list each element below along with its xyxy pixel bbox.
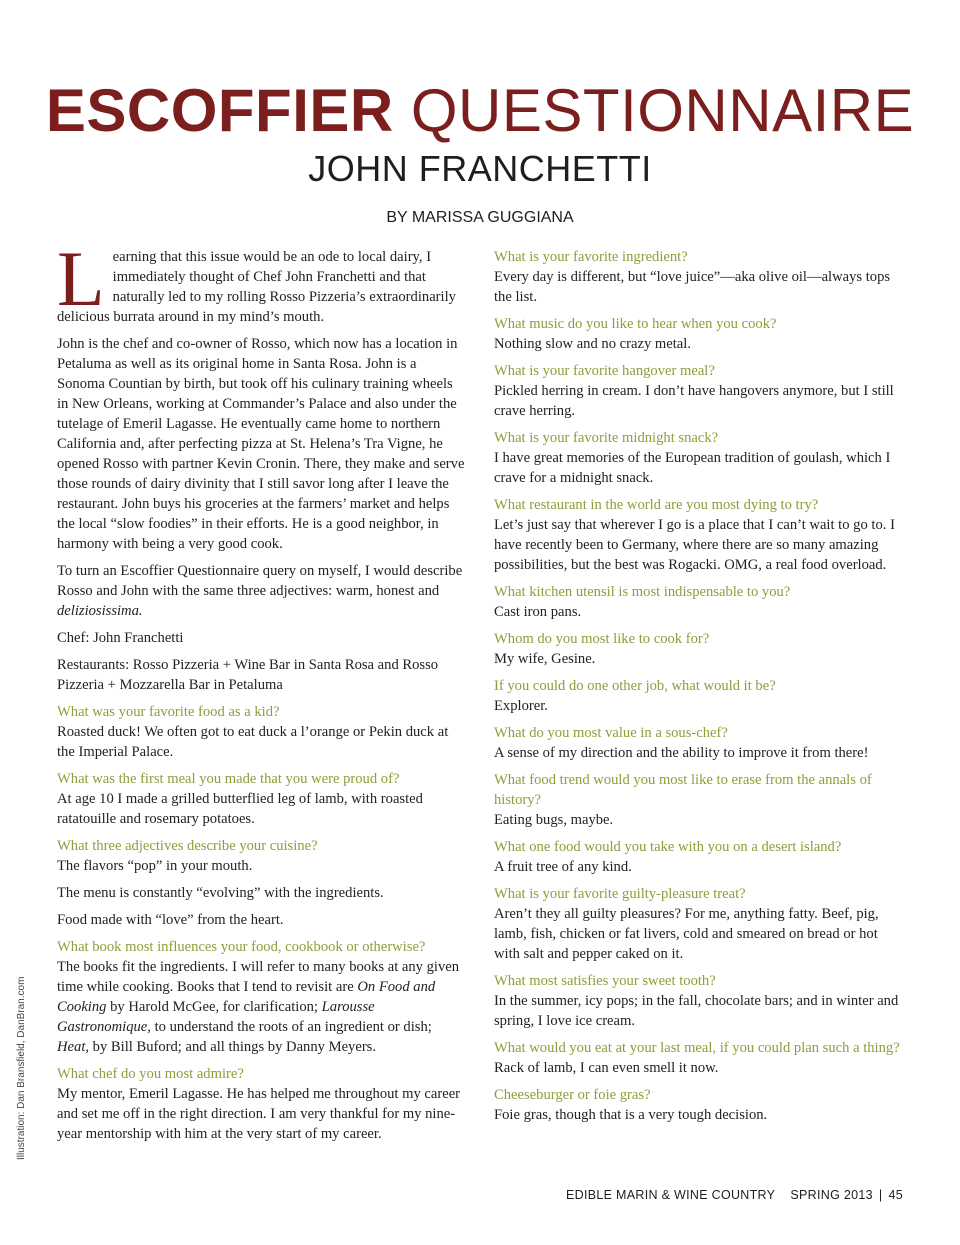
question: What most satisfies your sweet tooth?	[494, 973, 716, 989]
answer: Roasted duck! We often got to eat duck a l’orange or Pekin duck at the Imperial Palace.	[57, 724, 449, 760]
book-title: Larousse Gastronomique,	[57, 999, 375, 1035]
answer: Eating bugs, maybe.	[494, 812, 614, 828]
intro-text-3: To turn an Escoffier Questionnaire query on myself, I would describe Rosso and John with the same three adjectives: warm, honest and	[57, 563, 463, 599]
books-text: to understand the roots of an ingredient or dish;	[150, 1019, 432, 1035]
answer: My wife, Gesine.	[494, 651, 596, 667]
books-text: by Harold McGee, for clarification;	[106, 999, 322, 1015]
book-title: On Food and Cooking	[57, 979, 436, 1015]
page-subtitle: JOHN FRANCHETTI	[308, 148, 652, 189]
drop-cap: L	[57, 235, 105, 322]
question: What do you most value in a sous-chef?	[494, 725, 728, 741]
question: What restaurant in the world are you most dying to try?	[494, 497, 819, 513]
question: What is your favorite ingredient?	[494, 249, 688, 265]
intro-paragraph-3	[57, 561, 467, 621]
title-light: QUESTIONNAIRE	[393, 77, 915, 144]
question: What three adjectives describe your cuisine?	[57, 838, 318, 854]
answer: Aren’t they all guilty pleasures? For me, anything fatty. Beef, pig, lamb, fish, chicken or fat livers, cold and smeared on bread or hot with salt and pepper caked on it.	[494, 906, 879, 962]
books-text: The books fit the ingredients. I will refer to many books at any given time while cooking. Books that I tend to revisit are	[57, 959, 460, 995]
question: What is your favorite guilty-pleasure treat?	[494, 886, 746, 902]
question: Whom do you most like to cook for?	[494, 631, 710, 647]
page-number: 45	[888, 1188, 903, 1202]
question: If you could do one other job, what would it be?	[494, 678, 776, 694]
left-column	[57, 235, 467, 1151]
question: What one food would you take with you on a desert island?	[494, 839, 842, 855]
footer-publication: EDIBLE MARIN & WINE COUNTRY	[566, 1188, 776, 1202]
answer: Rack of lamb, I can even smell it now.	[494, 1060, 719, 1076]
footer-issue: SPRING 2013	[790, 1188, 873, 1202]
answer: Let’s just say that wherever I go is a place that I can’t wait to go to. I have recently been to Germany, where there are so many amazing possibilities, but the best was Rogacki. OMG, a real food overload.	[494, 517, 895, 573]
answer: I have great memories of the European tradition of goulash, which I crave for a midnight snack.	[494, 450, 891, 486]
answer: Nothing slow and no crazy metal.	[494, 336, 691, 352]
answer: My mentor, Emeril Lagasse. He has helped me throughout my career and set me off in the right direction. I am very thankful for my nine-year mentorship with him at the very start of my career.	[57, 1086, 461, 1142]
answer-books	[57, 957, 467, 1057]
answer: Food made with “love” from the heart.	[57, 912, 284, 928]
answer: In the summer, icy pops; in the fall, chocolate bars; and in winter and spring, I love ice cream.	[494, 993, 899, 1029]
footer-separator: |	[878, 1188, 883, 1202]
byline: BY MARISSA GUGGIANA	[386, 209, 574, 226]
answer: Explorer.	[494, 698, 548, 714]
answer: Every day is different, but “love juice”—aka olive oil—always tops the list.	[494, 269, 891, 305]
answer: The menu is constantly “evolving” with the ingredients.	[57, 885, 384, 901]
question: What would you eat at your last meal, if you could plan such a thing?	[494, 1040, 900, 1056]
question: What was the first meal you made that you were proud of?	[57, 771, 400, 787]
answer: Foie gras, though that is a very tough decision.	[494, 1107, 768, 1123]
question: What was your favorite food as a kid?	[57, 704, 280, 720]
intro-text-1: earning that this issue would be an ode to local dairy, I immediately thought of Chef John Franchetti and that naturally led to my rolling Rosso Pizzeria’s extraordinarily delicious burrata around in my mind’s mouth.	[57, 249, 456, 325]
answer: The flavors “pop” in your mouth.	[57, 858, 253, 874]
answer: Cast iron pans.	[494, 604, 582, 620]
chef-line: Chef: John Franchetti	[57, 630, 184, 646]
answer: A sense of my direction and the ability to improve it from there!	[494, 745, 869, 761]
intro-paragraph-1	[57, 235, 467, 327]
illustration-credit: Illustration: Dan Bransfield, DanBran.com	[16, 976, 27, 1160]
intro-emphasis: deliziosissima.	[57, 603, 143, 619]
question: What kitchen utensil is most indispensable to you?	[494, 584, 791, 600]
book-title: Heat,	[57, 1039, 90, 1055]
question: What music do you like to hear when you cook?	[494, 316, 777, 332]
title-bold: ESCOFFIER	[45, 77, 394, 144]
answer: At age 10 I made a grilled butterflied leg of lamb, with roasted ratatouille and rosemary potatoes.	[57, 791, 423, 827]
right-column	[494, 247, 904, 1132]
question: What is your favorite midnight snack?	[494, 430, 719, 446]
page-title	[0, 78, 960, 144]
answer: A fruit tree of any kind.	[494, 859, 632, 875]
restaurants-line: Restaurants: Rosso Pizzeria + Wine Bar in Santa Rosa and Rosso Pizzeria + Mozzarella Bar in Petaluma	[57, 657, 439, 693]
books-text: by Bill Buford; and all things by Danny Meyers.	[89, 1039, 377, 1055]
question: What is your favorite hangover meal?	[494, 363, 715, 379]
intro-paragraph-2: John is the chef and co-owner of Rosso, which now has a location in Petaluma as well as its original home in Santa Rosa. John is a Sonoma Countian by birth, but took off his culinary training wheels in New Orleans, working at Commander’s Palace and also under the tutelage of Emeril Lagasse. He eventually came home to northern California and, after perfecting pizza at St. Helena’s Tra Vigne, he opened Rosso with partner Kevin Cronin. There, they make and serve those rounds of dairy divinity that I still savor long after I leave the restaurant. John buys his groceries at the farmers’ market and helps the local “slow foodies” in their efforts. He is a good neighbor, in harmony with being a very good cook.	[57, 336, 465, 552]
page-footer	[566, 1188, 903, 1202]
question: What chef do you most admire?	[57, 1066, 244, 1082]
question: What book most influences your food, cookbook or otherwise?	[57, 939, 426, 955]
question: What food trend would you most like to erase from the annals of history?	[494, 772, 872, 808]
answer: Pickled herring in cream. I don’t have hangovers anymore, but I still crave herring.	[494, 383, 894, 419]
question: Cheeseburger or foie gras?	[494, 1087, 651, 1103]
